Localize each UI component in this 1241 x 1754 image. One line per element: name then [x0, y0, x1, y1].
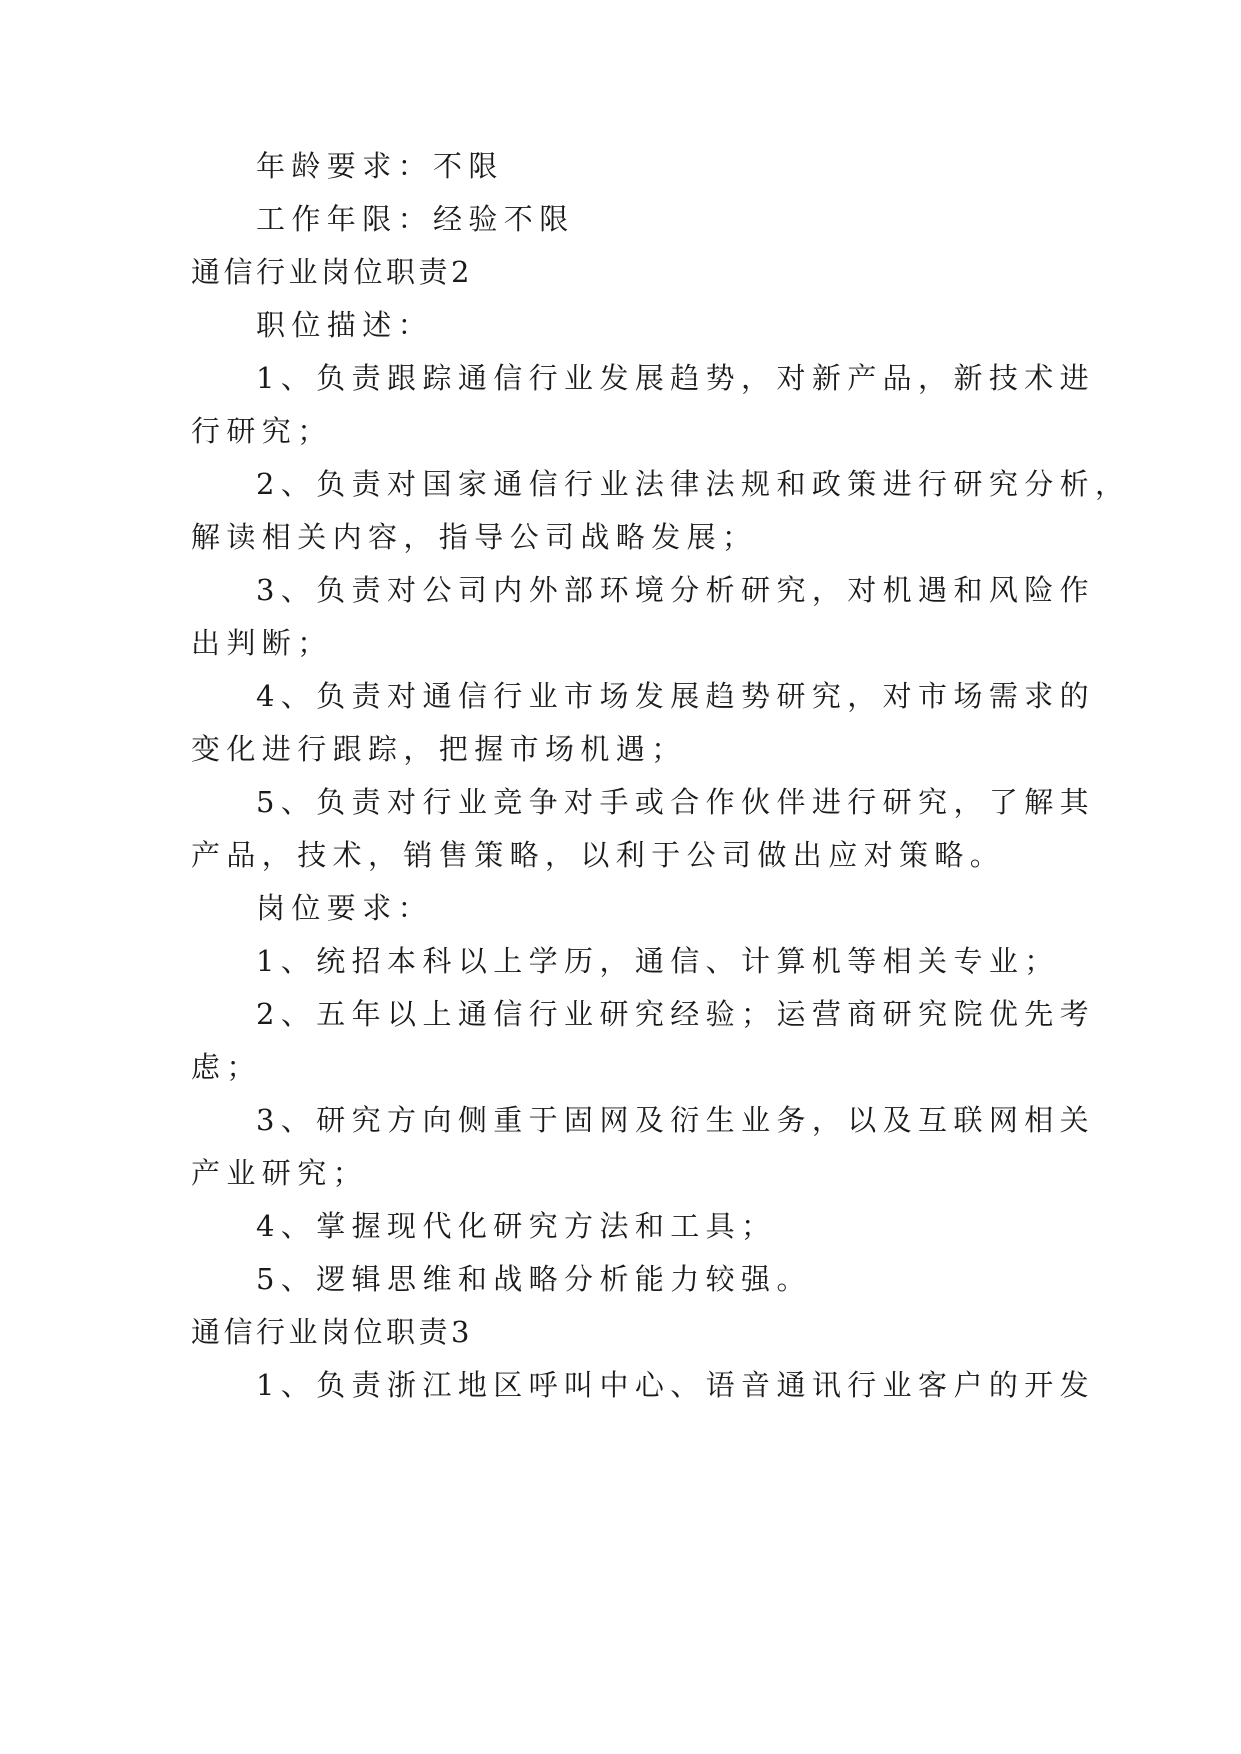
requirements-label: 岗位要求：: [256, 891, 434, 925]
requirement-3-line-2: 产业研究；: [191, 1156, 369, 1190]
duty-2-line-2: 解读相关内容，指导公司战略发展；: [191, 520, 758, 554]
requirement-4-line-1: 4、掌握现代化研究方法和工具；: [256, 1209, 777, 1243]
duty-5-line-1: 5、负责对行业竞争对手或合作伙伴进行研究，了解其: [256, 785, 1096, 819]
section-2-title: 通信行业岗位职责2: [191, 255, 473, 289]
work-experience: 工作年限：经验不限: [256, 202, 575, 236]
duty-4-line-1: 4、负责对通信行业市场发展趋势研究，对市场需求的: [256, 679, 1096, 713]
requirement-1-line-1: 1、统招本科以上学历，通信、计算机等相关专业；: [256, 944, 1060, 978]
duty-1-line-1: 1、负责跟踪通信行业发展趋势，对新产品，新技术进: [256, 361, 1096, 395]
section-3-duty-1-line-1: 1、负责浙江地区呼叫中心、语音通讯行业客户的开发: [256, 1368, 1096, 1402]
description-label: 职位描述：: [256, 308, 434, 342]
duty-3-line-1: 3、负责对公司内外部环境分析研究，对机遇和风险作: [256, 573, 1096, 607]
duty-1-line-2: 行研究；: [191, 414, 333, 448]
duty-3-line-2: 出判断；: [191, 626, 333, 660]
duty-5-line-2: 产品，技术，销售策略，以利于公司做出应对策略。: [191, 838, 1006, 872]
duty-2-line-1: 2、负责对国家通信行业法律法规和政策进行研究分析，: [256, 467, 1131, 501]
requirement-3-line-1: 3、研究方向侧重于固网及衍生业务，以及互联网相关: [256, 1103, 1096, 1137]
requirement-2-line-1: 2、五年以上通信行业研究经验；运营商研究院优先考: [256, 997, 1096, 1031]
duty-4-line-2: 变化进行跟踪，把握市场机遇；: [191, 732, 687, 766]
age-requirement: 年龄要求：不限: [256, 149, 504, 183]
requirement-2-line-2: 虑；: [191, 1050, 262, 1084]
requirement-5-line-1: 5、逻辑思维和战略分析能力较强。: [256, 1262, 812, 1296]
section-3-title: 通信行业岗位职责3: [191, 1315, 473, 1349]
